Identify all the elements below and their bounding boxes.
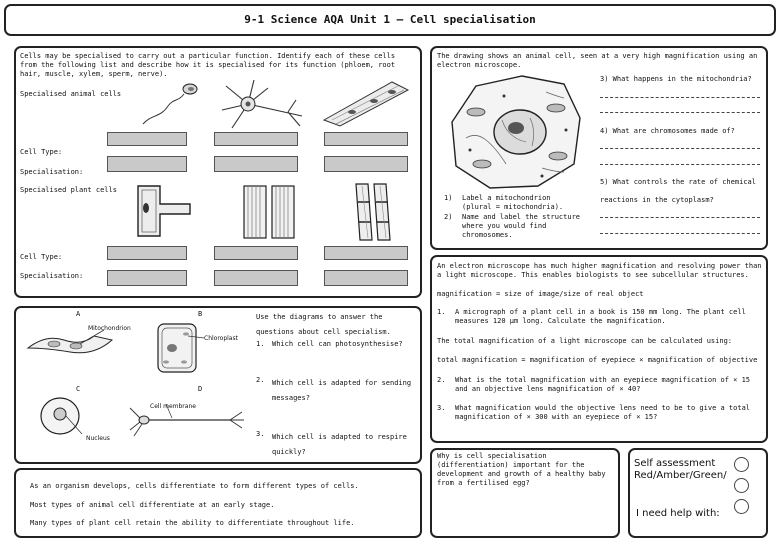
label-nucleus: Nucleus	[86, 435, 110, 442]
diagram-question-2: Which cell is adapted for sending messages?	[272, 379, 412, 402]
magnification-formula: magnification = size of image/size of real object	[437, 290, 644, 298]
plant-cell-type-blank-2[interactable]	[214, 246, 298, 260]
diagram-letter-d: D	[198, 385, 203, 393]
micrograph-intro: The drawing shows an animal cell, seen at a very high magnification using an electron microscope.	[437, 52, 758, 69]
muscle-cell-illustration	[322, 80, 410, 128]
diagram-question-3: Which cell is adapted to respire quickly?	[272, 433, 407, 456]
calc-question-1-number: 1.	[437, 308, 446, 316]
worksheet-title: 9-1 Science AQA Unit 1 – Cell specialisation	[4, 4, 776, 36]
answer-line[interactable]	[600, 217, 760, 218]
animal-specialisation-blank-2[interactable]	[214, 156, 298, 172]
calc-question-2: What is the total magnification with an eyepiece magnification of × 15 and an objective lens magnification of × 40?	[455, 376, 751, 393]
question-5-continued: reactions in the cytoplasm?	[600, 196, 714, 204]
nerve-cell-illustration	[218, 76, 304, 132]
answer-line[interactable]	[600, 148, 760, 149]
calc-question-1: A micrograph of a plant cell in a book is 150 mm long. The plant cell measures 120 µm long. Calculate the magnification.	[455, 308, 746, 325]
diagram-letter-c: C	[76, 385, 81, 393]
plant-specialisation-label: Specialisation:	[20, 272, 84, 280]
importance-question: Why is cell specialisation (differentiation) important for the development and growth of a healthy baby from a fertilised egg?	[437, 452, 606, 487]
plant-specialisation-blank-3[interactable]	[324, 270, 408, 286]
plant-cell-diagram-b	[154, 320, 200, 376]
diagram-question-1: Which cell can photosynthesise?	[272, 340, 403, 348]
differentiation-statement-1: As an organism develops, cells differentiate to form different types of cells.	[30, 482, 359, 490]
total-magnification-formula: total magnification = magnification of eyepiece × magnification of objective	[437, 356, 758, 364]
light-microscope-intro: The total magnification of a light microscope can be calculated using:	[437, 337, 733, 345]
question-4-chromosomes: 4) What are chromosomes made of?	[600, 127, 735, 135]
plant-cell-type-blank-3[interactable]	[324, 246, 408, 260]
animal-cell-type-blank-3[interactable]	[324, 132, 408, 146]
animal-specialisation-blank-3[interactable]	[324, 156, 408, 172]
self-assessment-options: Red/Amber/Green/	[634, 470, 727, 481]
diagram-letter-b: B	[198, 310, 203, 318]
task-2-number: 2)	[444, 213, 453, 221]
question-3-mitochondria: 3) What happens in the mitochondria?	[600, 75, 752, 83]
plant-specialisation-blank-2[interactable]	[214, 270, 298, 286]
rag-amber-circle[interactable]	[734, 478, 749, 493]
animal-cell-type-blank-2[interactable]	[214, 132, 298, 146]
diagram-instruction: Use the diagrams to answer the questions about cell specialism.	[256, 313, 391, 336]
label-chloroplast: Chloroplast	[204, 335, 238, 342]
answer-line[interactable]	[600, 164, 760, 165]
animal-specialisation-blank-1[interactable]	[107, 156, 187, 172]
plant-cells-heading: Specialised plant cells	[20, 186, 117, 194]
answer-line[interactable]	[600, 97, 760, 98]
calc-question-3-number: 3.	[437, 404, 446, 412]
plant-cell-type-blank-1[interactable]	[107, 246, 187, 260]
calc-question-3: What magnification would the objective lens need to be to give a total magnification of × 300 with an eyepiece of × 15?	[455, 404, 751, 421]
label-cell-membrane: Cell membrane	[150, 403, 196, 410]
answer-line[interactable]	[600, 112, 760, 113]
answer-line[interactable]	[600, 233, 760, 234]
specialised-cells-intro: Cells may be specialised to carry out a particular function. Identify each of these cells from the following list and describe how it is specialised for its function (phloem, root hair, muscle, xylem, sperm, nerve).	[20, 52, 396, 78]
diagram-letter-a: A	[76, 310, 81, 318]
differentiation-statement-3: Many types of plant cell retain the ability to differentiate throughout life.	[30, 519, 355, 527]
animal-cells-heading: Specialised animal cells	[20, 90, 122, 98]
microscopy-intro: An electron microscope has much higher magnification and resolving power than a light microscope. This enables biologists to see subcellular structures.	[437, 262, 762, 279]
plant-specialisation-blank-1[interactable]	[107, 270, 187, 286]
root-hair-cell-illustration	[128, 182, 194, 240]
plant-cell-type-label: Cell Type:	[20, 253, 63, 261]
rag-red-circle[interactable]	[734, 457, 749, 472]
diagram-question-1-number: 1.	[256, 340, 265, 348]
animal-cell-diagram-c	[38, 394, 84, 438]
animal-cell-drawing	[446, 72, 586, 192]
phloem-illustration	[346, 182, 402, 242]
rag-green-circle[interactable]	[734, 499, 749, 514]
differentiation-statement-2: Most types of animal cell differentiate at an early stage.	[30, 501, 275, 509]
help-with-label: I need help with:	[636, 508, 720, 519]
animal-cell-type-blank-1[interactable]	[107, 132, 187, 146]
calc-question-2-number: 2.	[437, 376, 446, 384]
self-assessment-title: Self assessment	[634, 458, 716, 469]
sperm-cell-illustration	[140, 78, 200, 128]
task-1-label-mitochondrion: Label a mitochondrion (plural = mitochondria).	[462, 194, 564, 211]
diagram-question-3-number: 3.	[256, 430, 265, 438]
label-mitochondrion: Mitochondrion	[88, 325, 131, 332]
task-1-number: 1)	[444, 194, 453, 202]
animal-specialisation-label: Specialisation:	[20, 168, 84, 176]
question-5-control: 5) What controls the rate of chemical	[600, 178, 756, 186]
animal-cell-type-label: Cell Type:	[20, 148, 63, 156]
task-2-label-chromosomes: Name and label the structure where you would find chromosomes.	[462, 213, 581, 239]
xylem-illustration	[240, 184, 298, 240]
diagram-question-2-number: 2.	[256, 376, 265, 384]
